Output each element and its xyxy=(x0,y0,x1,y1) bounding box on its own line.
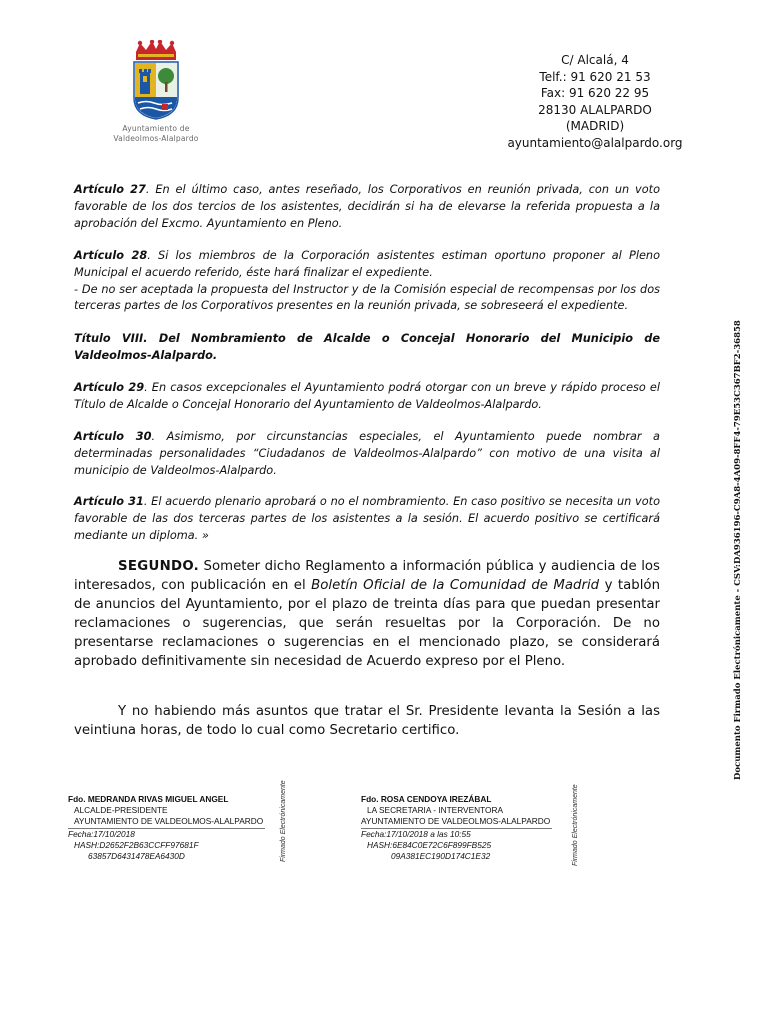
signer-name: Fdo. ROSA CENDOYA IREZÁBAL xyxy=(361,794,492,804)
title-viii: Título VIII. Del Nombramiento de Alcalde o Concejal Honorario del Municipio de Valdeolmos-Alalpardo. xyxy=(74,332,660,362)
signer-role: LA SECRETARIA - INTERVENTORA xyxy=(367,805,504,816)
address-block xyxy=(460,52,730,151)
article-31 xyxy=(74,494,660,544)
article-text: . En casos excepcionales el Ayuntamiento podrá otorgar con un breve y rápido proceso el Título de Alcalde o Concejal Honorario del Ayuntamiento de Valdeolmos-Alalpardo. xyxy=(74,381,660,411)
signed-stamp: Firmado Electrónicamente xyxy=(572,784,579,866)
article-text: . El acuerdo plenario aprobará o no el nombramiento. En caso positivo se necesita un voto favorable de las dos terceras partes de los asistentes a la sesión. El acuerdo positivo se certificará mediante un diploma. » xyxy=(74,495,660,542)
address-line: 28130 ALALPARDO xyxy=(538,102,652,117)
segundo-text: Someter dicho Reglamento a información pública y audiencia de los interesados, con publicación en el xyxy=(74,559,660,593)
article-30 xyxy=(74,429,660,479)
article-text: . Si los miembros de la Corporación asistentes estiman oportuno proponer al Pleno Municipal el acuerdo referido, éste hará finalizar el expediente. xyxy=(74,249,660,279)
article-text: - De no ser aceptada la propuesta del Instructor y de la Comisión especial de recompensas por los dos terceras partes de los Corporativos presentes en la reunión privada, se sobreseerá el expediente. xyxy=(74,282,660,313)
segundo-label: SEGUNDO. xyxy=(118,559,199,574)
address-line: (MADRID) xyxy=(565,119,625,133)
signer-role: ALCALDE-PRESIDENTE xyxy=(74,805,168,816)
article-text: . Asimismo, por circunstancias especiales, el Ayuntamiento puede nombrar a determinadas personalidades “Ciudadanos de Valdeolmos-Alalpardo” con motivo de una visita al municipio de Valdeolmos-Alalpardo. xyxy=(74,430,660,477)
article-29 xyxy=(74,380,660,414)
crest-caption-line: Valdeolmos-Alalpardo xyxy=(113,134,199,143)
csv-side-stamp: Documento Firmado Electrónicamente - CSV:DA936196-C9A8-4A09-8FF4-79E53C367BF2-36858 xyxy=(733,320,743,780)
signature-date: Fecha:17/10/2018 xyxy=(68,828,135,839)
signature-hash: HASH:D2652F2B63CCFF97681F xyxy=(74,839,199,850)
email-text: ayuntamiento@alalpardo.org xyxy=(507,135,683,150)
article-27 xyxy=(74,182,660,232)
municipal-crest-icon xyxy=(126,40,186,120)
article-label: Artículo 30 xyxy=(74,430,152,443)
crest-caption-line: Ayuntamiento de xyxy=(122,124,190,133)
address-line: C/ Alcalá, 4 xyxy=(561,53,629,67)
crest-caption xyxy=(88,124,224,144)
address-line: Telf.: 91 620 21 53 xyxy=(539,69,651,84)
signer-name: Fdo. MEDRANDA RIVAS MIGUEL ANGEL xyxy=(68,794,229,804)
article-label: Artículo 29 xyxy=(74,381,145,394)
segundo-text: y tablón de anuncios del Ayuntamiento, por el plazo de treinta días para que puedan presentar reclamaciones o sugerencias, que serán resueltas por la Corporación. De no presentarse reclamaciones o sugerencias en el mencionado plazo, se considerará aprobado definitivamente sin necesidad de Acuerdo expreso por el Pleno. xyxy=(74,578,660,669)
article-label: Artículo 27 xyxy=(74,183,146,196)
article-label: Artículo 31 xyxy=(74,495,144,508)
signed-stamp: Firmado Electrónicamente xyxy=(280,780,287,862)
signature-date: Fecha:17/10/2018 a las 10:55 xyxy=(361,828,471,839)
closing-paragraph: Y no habiendo más asuntos que tratar el Sr. Presidente levanta la Sesión a las veintiuna horas, de todo lo cual como Secretario certifico. xyxy=(74,704,660,738)
article-label: Artículo 28 xyxy=(74,249,148,262)
signature-block-secretary xyxy=(361,794,552,862)
signature-hash: HASH:6E84C0E72C6F899FB525 xyxy=(367,839,492,850)
signer-org: AYUNTAMIENTO DE VALDEOLMOS-ALALPARDO xyxy=(68,816,265,828)
bocm-reference: Boletín Oficial de la Comunidad de Madrid xyxy=(311,578,600,593)
segundo-paragraph xyxy=(74,557,660,671)
signature-hash: 09A381EC190D174C1E32 xyxy=(391,851,491,862)
signer-org: AYUNTAMIENTO DE VALDEOLMOS-ALALPARDO xyxy=(361,816,552,828)
signature-hash: 63857D6431478EA6430D xyxy=(88,851,185,862)
address-line: Fax: 91 620 22 95 xyxy=(540,86,650,100)
signature-block-mayor xyxy=(68,794,265,862)
article-text: . En el último caso, antes reseñado, los Corporativos en reunión privada, con un voto favorable de los dos tercios de los asistentes, decidirán si ha de elevarse la referida propuesta a la aprobación del Excmo. Ayuntamiento en Pleno. xyxy=(74,183,660,230)
article-28 xyxy=(74,248,660,315)
